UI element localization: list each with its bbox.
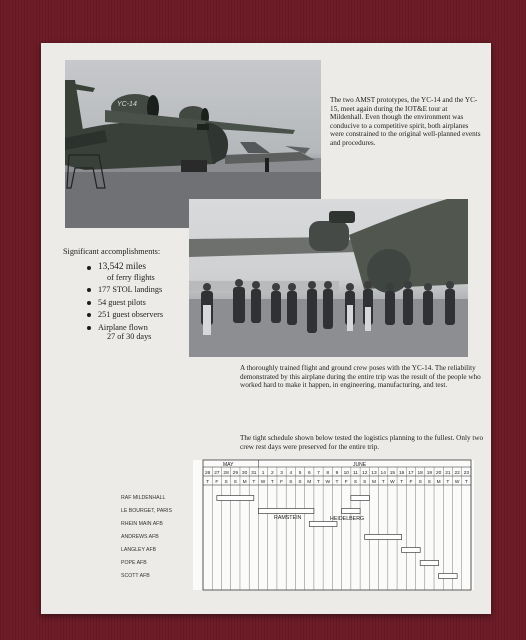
day-number: 15 xyxy=(389,471,396,476)
weekday-letter: T xyxy=(381,480,385,485)
weekday-letter: F xyxy=(215,480,219,485)
day-number: 29 xyxy=(232,471,239,476)
day-number: 14 xyxy=(380,471,386,476)
day-number: 16 xyxy=(399,471,405,476)
accomplishment-line1: 251 guest observers xyxy=(98,310,164,319)
accomplishment-line1: Airplane flown xyxy=(98,322,148,332)
weekday-letter: F xyxy=(344,480,348,485)
day-number: 21 xyxy=(445,471,451,476)
weekday-letter: S xyxy=(418,480,422,485)
day-number: 23 xyxy=(463,471,470,476)
day-number: 3 xyxy=(280,471,283,476)
schedule-bar xyxy=(439,574,457,579)
day-number: 26 xyxy=(204,471,211,476)
day-number: 1 xyxy=(261,471,265,476)
weekday-letter: W xyxy=(260,480,266,485)
accomplishments-title: Significant accomplishments: xyxy=(63,247,161,256)
location-label: POPE AFB xyxy=(121,560,147,566)
day-number: 4 xyxy=(289,471,293,476)
schedule-bar xyxy=(351,496,369,501)
crew-photo-caption: A thoroughly trained flight and ground crew poses with the YC-14. The reliability demonstrated by this airplane during the entire trip was the result of the people who worked hard to make it happen, in engineering, manufacturing, and test. xyxy=(240,364,481,390)
yc14-tail-label: YC-14 xyxy=(117,101,137,108)
day-number: 5 xyxy=(298,471,302,476)
weekday-letter: S xyxy=(298,480,302,485)
weekday-letter: S xyxy=(363,480,367,485)
weekday-letter: S xyxy=(353,480,358,485)
day-number: 28 xyxy=(223,471,229,476)
weekday-letter: W xyxy=(454,480,460,485)
weekday-letter: S xyxy=(427,480,432,485)
day-number: 22 xyxy=(454,471,460,476)
weekday-letter: F xyxy=(409,480,413,485)
schedule-bar xyxy=(420,561,438,566)
weekday-letter: T xyxy=(464,480,468,485)
weekday-letter: T xyxy=(317,480,320,485)
accomplishment-line1: 54 guest pilots xyxy=(98,297,146,307)
accomplishment-line1: 13,542 miles xyxy=(98,262,147,272)
day-number: 19 xyxy=(426,471,433,476)
weekday-letter: T xyxy=(335,480,339,485)
schedule-bar xyxy=(258,509,313,514)
weekday-letter: M xyxy=(307,480,312,485)
location-label: SCOTT AFB xyxy=(121,573,150,579)
schedule-bar xyxy=(217,496,254,501)
day-number: 27 xyxy=(214,471,220,476)
day-number: 8 xyxy=(326,471,330,476)
weekday-letter: T xyxy=(400,480,404,485)
weekday-letter: M xyxy=(371,480,376,485)
weekday-letter: S xyxy=(224,480,228,485)
location-label: RHEIN MAIN AFB xyxy=(121,521,163,527)
weekday-letter: M xyxy=(436,480,441,485)
day-number: 20 xyxy=(435,471,442,476)
weekday-letter: S xyxy=(233,480,237,485)
location-label: LANGLEY AFB xyxy=(121,547,157,553)
brochure-page xyxy=(41,43,491,614)
weekday-letter: S xyxy=(289,480,293,485)
ramstein-annotation: RAMSTEIN xyxy=(274,515,302,521)
day-number: 17 xyxy=(408,471,414,476)
day-number: 2 xyxy=(270,471,274,476)
day-number: 13 xyxy=(371,471,377,476)
weekday-letter: T xyxy=(206,480,210,485)
month-label-may: MAY xyxy=(223,462,234,468)
day-number: 6 xyxy=(307,471,311,476)
accomplishment-line2: of ferry flights xyxy=(107,272,155,282)
weekday-letter: T xyxy=(446,480,450,485)
weekday-letter: F xyxy=(280,480,284,485)
accomplishment-line1: 177 STOL landings xyxy=(98,285,163,294)
day-number: 30 xyxy=(241,471,248,476)
weekday-letter: M xyxy=(242,480,247,485)
day-number: 12 xyxy=(362,471,368,476)
schedule-bar xyxy=(402,548,420,553)
day-number: 10 xyxy=(343,471,349,476)
heidelberg-annotation: HEIDELBERG xyxy=(330,516,365,522)
schedule-bar xyxy=(309,522,337,527)
location-label: ANDREWS AFB xyxy=(121,534,159,540)
accomplishment-line2: 27 of 30 days xyxy=(107,332,152,341)
weekday-letter: T xyxy=(270,480,274,485)
day-number: 9 xyxy=(335,471,339,476)
schedule-caption: The tight schedule shown below tested the logistics planning to the fullest. Only two crew rest days were preserved for the entire trip. xyxy=(240,434,484,451)
day-number: 7 xyxy=(317,471,320,476)
top-photo-caption: The two AMST prototypes, the YC-14 and the YC-15, meet again during the IOT&E tour at Mildenhall. Even though the environment was conducive to a competitive spirit, both airplanes were constrained to the original well-planned events and procedures. xyxy=(330,96,481,147)
schedule-chart xyxy=(41,43,491,614)
location-label: LE BOURGET, PARIS xyxy=(121,508,172,514)
day-number: 31 xyxy=(251,471,257,476)
weekday-letter: T xyxy=(252,480,256,485)
location-label: RAF MILDENHALL xyxy=(121,495,166,501)
weekday-letter: W xyxy=(390,480,395,485)
day-number: 18 xyxy=(417,471,423,476)
day-number: 11 xyxy=(352,471,358,476)
schedule-bar xyxy=(365,535,402,540)
month-label-june: JUNE xyxy=(353,462,367,468)
schedule-bar xyxy=(342,509,360,514)
weekday-letter: W xyxy=(325,480,331,485)
